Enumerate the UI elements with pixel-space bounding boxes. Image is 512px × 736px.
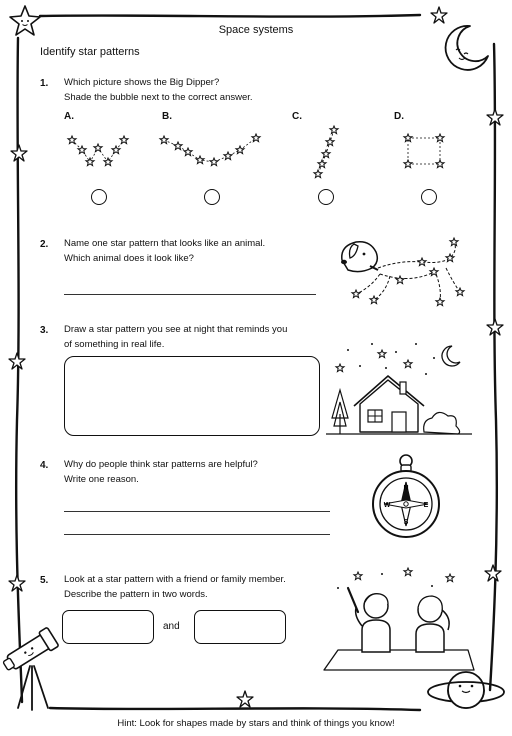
answer-bubble-c[interactable] — [318, 189, 334, 205]
compass-icon — [366, 452, 446, 538]
telescope-icon — [0, 622, 64, 712]
option-b-label: B. — [162, 111, 172, 122]
hint-text: Hint: Look for shapes made by stars and think of things you know! — [117, 718, 395, 729]
question-4-answer-line-2[interactable] — [64, 534, 330, 535]
question-2-line-2: Which animal does it look like? — [64, 253, 194, 264]
constellation-c — [306, 122, 346, 180]
constellation-d — [398, 130, 450, 172]
question-4-number: 4. — [40, 460, 49, 471]
compass-e-label: E — [423, 502, 429, 509]
option-a-label: A. — [64, 111, 74, 122]
planet-icon — [424, 660, 508, 720]
answer-bubble-d[interactable] — [421, 189, 437, 205]
question-3-drawing-box[interactable] — [64, 356, 320, 436]
question-4-line-2: Write one reason. — [64, 474, 139, 485]
option-d-label: D. — [394, 111, 404, 122]
star-icon — [484, 564, 502, 582]
star-icon — [8, 574, 26, 592]
star-icon — [10, 144, 28, 162]
question-3-line-2: of something in real life. — [64, 339, 165, 350]
house-night-scene — [326, 338, 476, 438]
question-2-answer-line[interactable] — [64, 294, 316, 295]
question-5-number: 5. — [40, 575, 49, 586]
constellation-a — [62, 128, 134, 174]
question-5-line-2: Describe the pattern in two words. — [64, 589, 208, 600]
compass-s-label: S — [403, 519, 409, 526]
question-2-line-1: Name one star pattern that looks like an animal. — [64, 238, 266, 249]
page-subtitle: Identify star patterns — [40, 46, 140, 58]
constellation-b — [156, 126, 268, 172]
question-1-number: 1. — [40, 78, 49, 89]
question-5-line-1: Look at a star pattern with a friend or family member. — [64, 574, 286, 585]
question-5-word-box-2[interactable] — [194, 610, 286, 644]
star-icon — [486, 318, 504, 336]
question-3-line-1: Draw a star pattern you see at night that reminds you — [64, 324, 288, 335]
question-1-line-2: Shade the bubble next to the correct answer. — [64, 92, 253, 103]
answer-bubble-a[interactable] — [91, 189, 107, 205]
star-icon — [8, 352, 26, 370]
question-4-answer-line-1[interactable] — [64, 511, 330, 512]
question-5-word-box-1[interactable] — [62, 610, 154, 644]
page-title: Space systems — [218, 24, 294, 36]
question-4-line-1: Why do people think star patterns are helpful? — [64, 459, 258, 470]
question-3-number: 3. — [40, 325, 49, 336]
question-1-line-1: Which picture shows the Big Dipper? — [64, 77, 220, 88]
compass-w-label: W — [383, 502, 391, 509]
star-icon — [486, 108, 504, 126]
question-2-number: 2. — [40, 239, 49, 250]
answer-bubble-b[interactable] — [204, 189, 220, 205]
dog-constellation — [330, 228, 480, 310]
question-5-connector: and — [163, 621, 180, 632]
star-icon — [236, 690, 254, 708]
option-c-label: C. — [292, 111, 302, 122]
compass-n-label: N — [403, 485, 409, 492]
